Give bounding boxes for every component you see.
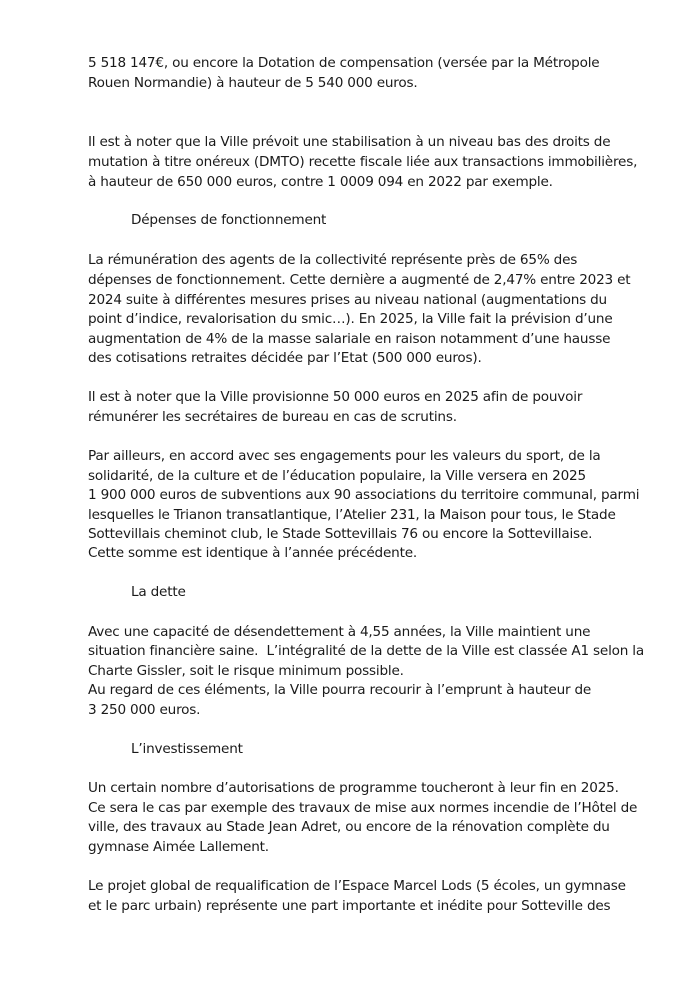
paragraph-subventions-line-5: Sottevillais cheminot club, le Stade Sottevillais 76 ou encore la Sottevillaise.: [88, 526, 593, 542]
paragraph-dette-line-4: Au regard de ces éléments, la Ville pourra recourir à l’emprunt à hauteur de: [88, 682, 592, 698]
paragraph-dette-line-1: Avec une capacité de désendettement à 4,55 années, la Ville maintient une: [88, 624, 591, 640]
section-heading-depenses: Dépenses de fonctionnement: [131, 212, 327, 228]
paragraph-remuneration-line-6: des cotisations retraites décidée par l’Etat (500 000 euros).: [88, 350, 482, 366]
paragraph-dette-line-5: 3 250 000 euros.: [88, 702, 201, 718]
paragraph-remuneration-line-1: La rémunération des agents de la collectivité représente près de 65% des: [88, 252, 578, 268]
paragraph-subventions-line-2: solidarité, de la culture et de l’éducation populaire, la Ville versera en 2025: [88, 468, 586, 484]
paragraph-marcel-lods-line-1: Le projet global de requalification de l’Espace Marcel Lods (5 écoles, un gymnase: [88, 878, 626, 894]
paragraph-dotation-line-1: 5 518 147€, ou encore la Dotation de compensation (versée par la Métropole: [88, 55, 600, 71]
section-heading-investissement: L’investissement: [131, 741, 243, 757]
section-heading-dette: La dette: [131, 584, 186, 600]
paragraph-remuneration-line-3: 2024 suite à différentes mesures prises au niveau national (augmentations du: [88, 292, 607, 308]
paragraph-provision-line-2: rémunérer les secrétaires de bureau en cas de scrutins.: [88, 409, 457, 425]
paragraph-marcel-lods-line-2: et le parc urbain) représente une part importante et inédite pour Sotteville des: [88, 898, 611, 914]
paragraph-autorisations-line-1: Un certain nombre d’autorisations de programme toucheront à leur fin en 2025.: [88, 780, 619, 796]
paragraph-provision-line-1: Il est à noter que la Ville provisionne 50 000 euros en 2025 afin de pouvoir: [88, 389, 583, 405]
paragraph-dmto-line-3: à hauteur de 650 000 euros, contre 1 0009 094 en 2022 par exemple.: [88, 174, 553, 190]
paragraph-dette-line-3: Charte Gissler, soit le risque minimum possible.: [88, 663, 404, 679]
paragraph-dotation-line-2: Rouen Normandie) à hauteur de 5 540 000 euros.: [88, 75, 418, 91]
paragraph-dette-line-2: situation financière saine. L’intégralité de la dette de la Ville est classée A1 selon la: [88, 643, 645, 659]
paragraph-autorisations-line-2: Ce sera le cas par exemple des travaux de mise aux normes incendie de l’Hôtel de: [88, 800, 638, 816]
paragraph-remuneration-line-5: augmentation de 4% de la masse salariale en raison notamment d’une hausse: [88, 331, 611, 347]
paragraph-subventions-line-3: 1 900 000 euros de subventions aux 90 associations du territoire communal, parmi: [88, 487, 640, 503]
paragraph-remuneration-line-2: dépenses de fonctionnement. Cette dernière a augmenté de 2,47% entre 2023 et: [88, 272, 631, 288]
paragraph-subventions-line-4: lesquelles le Trianon transatlantique, l’Atelier 231, la Maison pour tous, le Stade: [88, 507, 616, 523]
paragraph-remuneration-line-4: point d’indice, revalorisation du smic…). En 2025, la Ville fait la prévision d’une: [88, 311, 613, 327]
paragraph-autorisations-line-4: gymnase Aimée Lallement.: [88, 839, 269, 855]
paragraph-autorisations-line-3: ville, des travaux au Stade Jean Adret, ou encore de la rénovation complète du: [88, 819, 610, 835]
paragraph-subventions-line-1: Par ailleurs, en accord avec ses engagements pour les valeurs du sport, de la: [88, 448, 601, 464]
paragraph-dmto-line-2: mutation à titre onéreux (DMTO) recette fiscale liée aux transactions immobilières,: [88, 154, 638, 170]
paragraph-subventions-line-6: Cette somme est identique à l’année précédente.: [88, 545, 417, 561]
paragraph-dmto-line-1: Il est à noter que la Ville prévoit une stabilisation à un niveau bas des droits de: [88, 134, 611, 150]
